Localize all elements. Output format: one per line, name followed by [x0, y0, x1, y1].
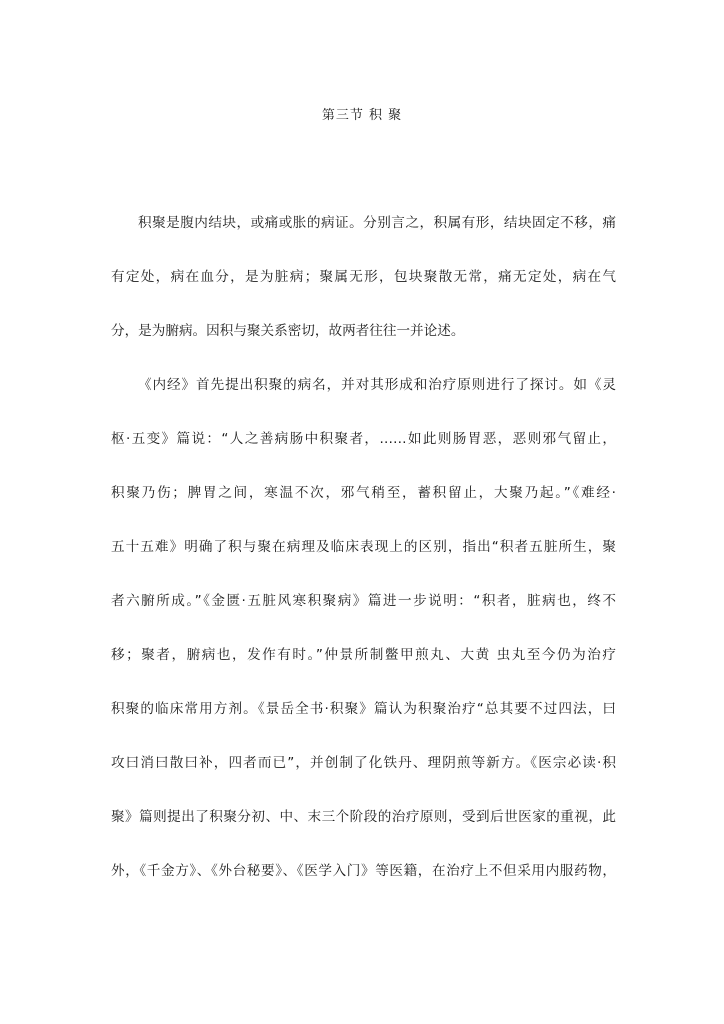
text-line: 分，是为腑病。因积与聚关系密切，故两者往往一并论述。: [111, 323, 465, 339]
section-title: 第三节 积 聚: [321, 108, 403, 123]
text-line: 枢·五变》篇说：“人之善病肠中积聚者，……如此则肠胃恶，恶则邪气留止，: [111, 431, 616, 447]
text-line: 积聚是腹内结块，或痛或胀的病证。分别言之，积属有形，结块固定不移，痛: [138, 215, 616, 231]
text-line: 外，《千金方》、《外台秘要》、《医学入门》等医籍，在治疗上不但采用内服药物，: [111, 863, 616, 879]
text-line: 有定处，病在血分，是为脏病；聚属无形，包块聚散无常，痛无定处，病在气: [111, 269, 616, 285]
document-body: [111, 196, 616, 898]
text-line: 者六腑所成。”《金匮·五脏风寒积聚病》篇进一步说明：“积者，脏病也，终不: [111, 593, 616, 609]
text-line: 《内经》首先提出积聚的病名，并对其形成和治疗原则进行了探讨。如《灵: [138, 377, 616, 393]
paragraph-2: [111, 358, 616, 898]
text-line: 聚》篇则提出了积聚分初、中、末三个阶段的治疗原则，受到后世医家的重视，此: [111, 809, 616, 825]
text-line: 移；聚者，腑病也，发作有时。”仲景所制鳖甲煎丸、大黄 虫丸至今仍为治疗: [111, 647, 616, 663]
text-line: 积聚的临床常用方剂。《景岳全书·积聚》篇认为积聚治疗“总其要不过四法，曰: [111, 701, 616, 717]
text-line: 积聚乃伤；脾胃之间，寒温不次，邪气稍至，蓄积留止，大聚乃起。”《难经·: [111, 485, 616, 501]
text-line: 五十五难》明确了积与聚在病理及临床表现上的区别，指出“积者五脏所生，聚: [111, 539, 616, 555]
text-line: 攻曰消曰散曰补，四者而已”，并创制了化铁丹、理阴煎等新方。《医宗必读·积: [111, 755, 616, 771]
paragraph-1: [111, 196, 616, 358]
